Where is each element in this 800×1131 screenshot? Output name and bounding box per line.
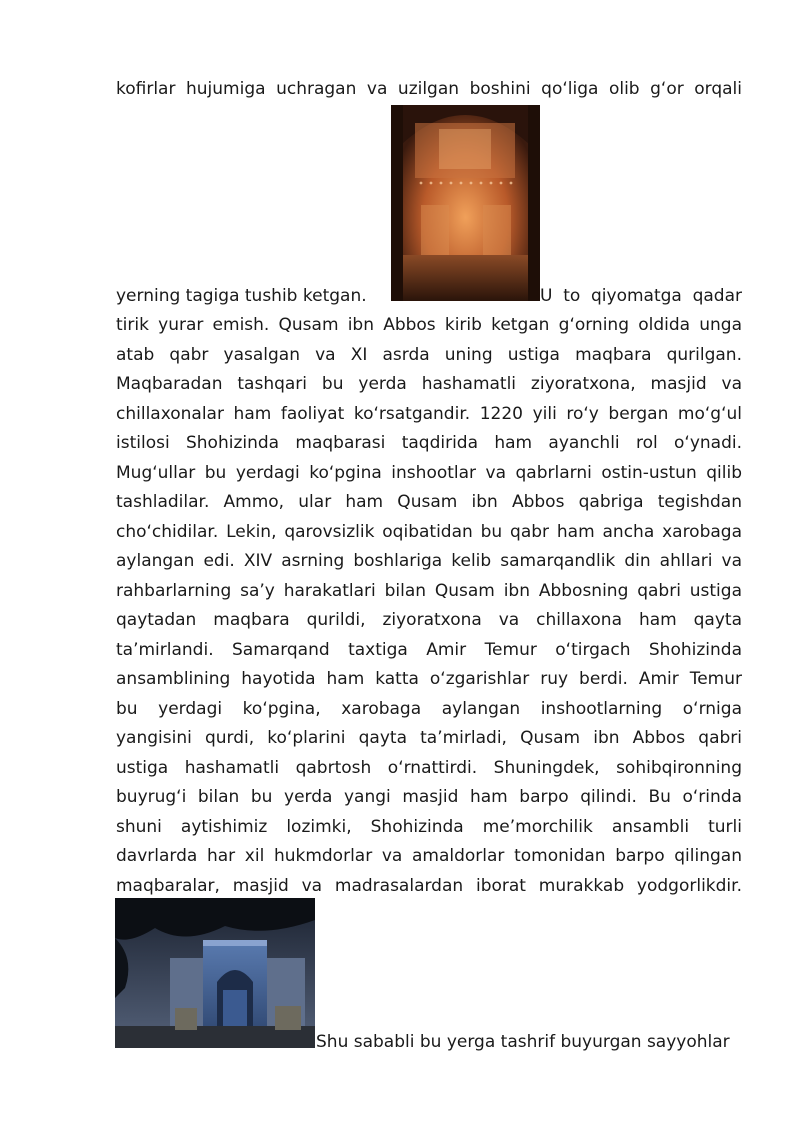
text-line: bu yerdagi ko‘pgina, xarobaga aylangan inshootlarning o‘rniga bbox=[116, 699, 742, 719]
text-line: maqbaralar, masjid va madrasalardan iborat murakkab yodgorlikdir. bbox=[116, 876, 742, 896]
text-line: Maqbaradan tashqari bu yerda hashamatli ziyoratxona, masjid va bbox=[116, 374, 742, 394]
text-line: rahbarlarning sa’y harakatlari bilan Qusam ibn Abbosning qabri ustiga bbox=[116, 581, 742, 601]
text-line: ansamblining hayotida ham katta o‘zgarishlar ruy berdi. Amir Temur bbox=[116, 669, 742, 689]
text-line: chillaxonalar ham faoliyat ko‘rsatgandir. 1220 yili ro‘y bergan mo‘g‘ul bbox=[116, 404, 742, 424]
text-line-fragment: Shu sababli bu yerga tashrif buyurgan sayyohlar bbox=[316, 1032, 730, 1052]
text-line: Mug‘ullar bu yerdagi ko‘pgina inshootlar va qabrlarni ostin-ustun qilib bbox=[116, 463, 742, 483]
text-line: shuni aytishimiz lozimki, Shohizinda me’morchilik ansambli turli bbox=[116, 817, 742, 837]
text-line-fragment: U to qiyomatga qadar bbox=[540, 286, 742, 306]
text-line: yangisini qurdi, ko‘plarini qayta ta’mirladi, Qusam ibn Abbos qabri bbox=[116, 728, 742, 748]
text-line: davrlarda har xil hukmdorlar va amaldorlar tomonidan barpo qilingan bbox=[116, 846, 742, 866]
text-line: buyrug‘i bilan bu yerda yangi masjid ham barpo qilindi. Bu o‘rinda bbox=[116, 787, 742, 807]
mausoleum-exterior-photo bbox=[115, 898, 315, 1048]
text-line: ustiga hashamatli qabrtosh o‘rnattirdi. Shuningdek, sohibqironning bbox=[116, 758, 742, 778]
text-line: tashladilar. Ammo, ular ham Qusam ibn Abbos qabriga tegishdan bbox=[116, 492, 742, 512]
text-line: istilosi Shohizinda maqbarasi taqdirida ham ayanchli rol o‘ynadi. bbox=[116, 433, 742, 453]
text-line-fragment: yerning tagiga tushib ketgan. bbox=[116, 286, 367, 306]
text-line: cho‘chidilar. Lekin, qarovsizlik oqibatidan bu qabr ham ancha xarobaga bbox=[116, 522, 742, 542]
text-line: atab qabr yasalgan va XI asrda uning ustiga maqbara qurilgan. bbox=[116, 345, 742, 365]
text-line: aylangan edi. XIV asrning boshlariga kelib samarqandlik din ahllari va bbox=[116, 551, 742, 571]
text-line: tirik yurar emish. Qusam ibn Abbos kirib ketgan g‘orning oldida unga bbox=[116, 315, 742, 335]
mausoleum-interior-photo bbox=[391, 105, 540, 301]
text-line: ta’mirlandi. Samarqand taxtiga Amir Temur o‘tirgach Shohizinda bbox=[116, 640, 742, 660]
text-line: qaytadan maqbara qurildi, ziyoratxona va chillaxona ham qayta bbox=[116, 610, 742, 630]
text-line: kofirlar hujumiga uchragan va uzilgan boshini qo‘liga olib g‘or orqali bbox=[116, 79, 742, 99]
